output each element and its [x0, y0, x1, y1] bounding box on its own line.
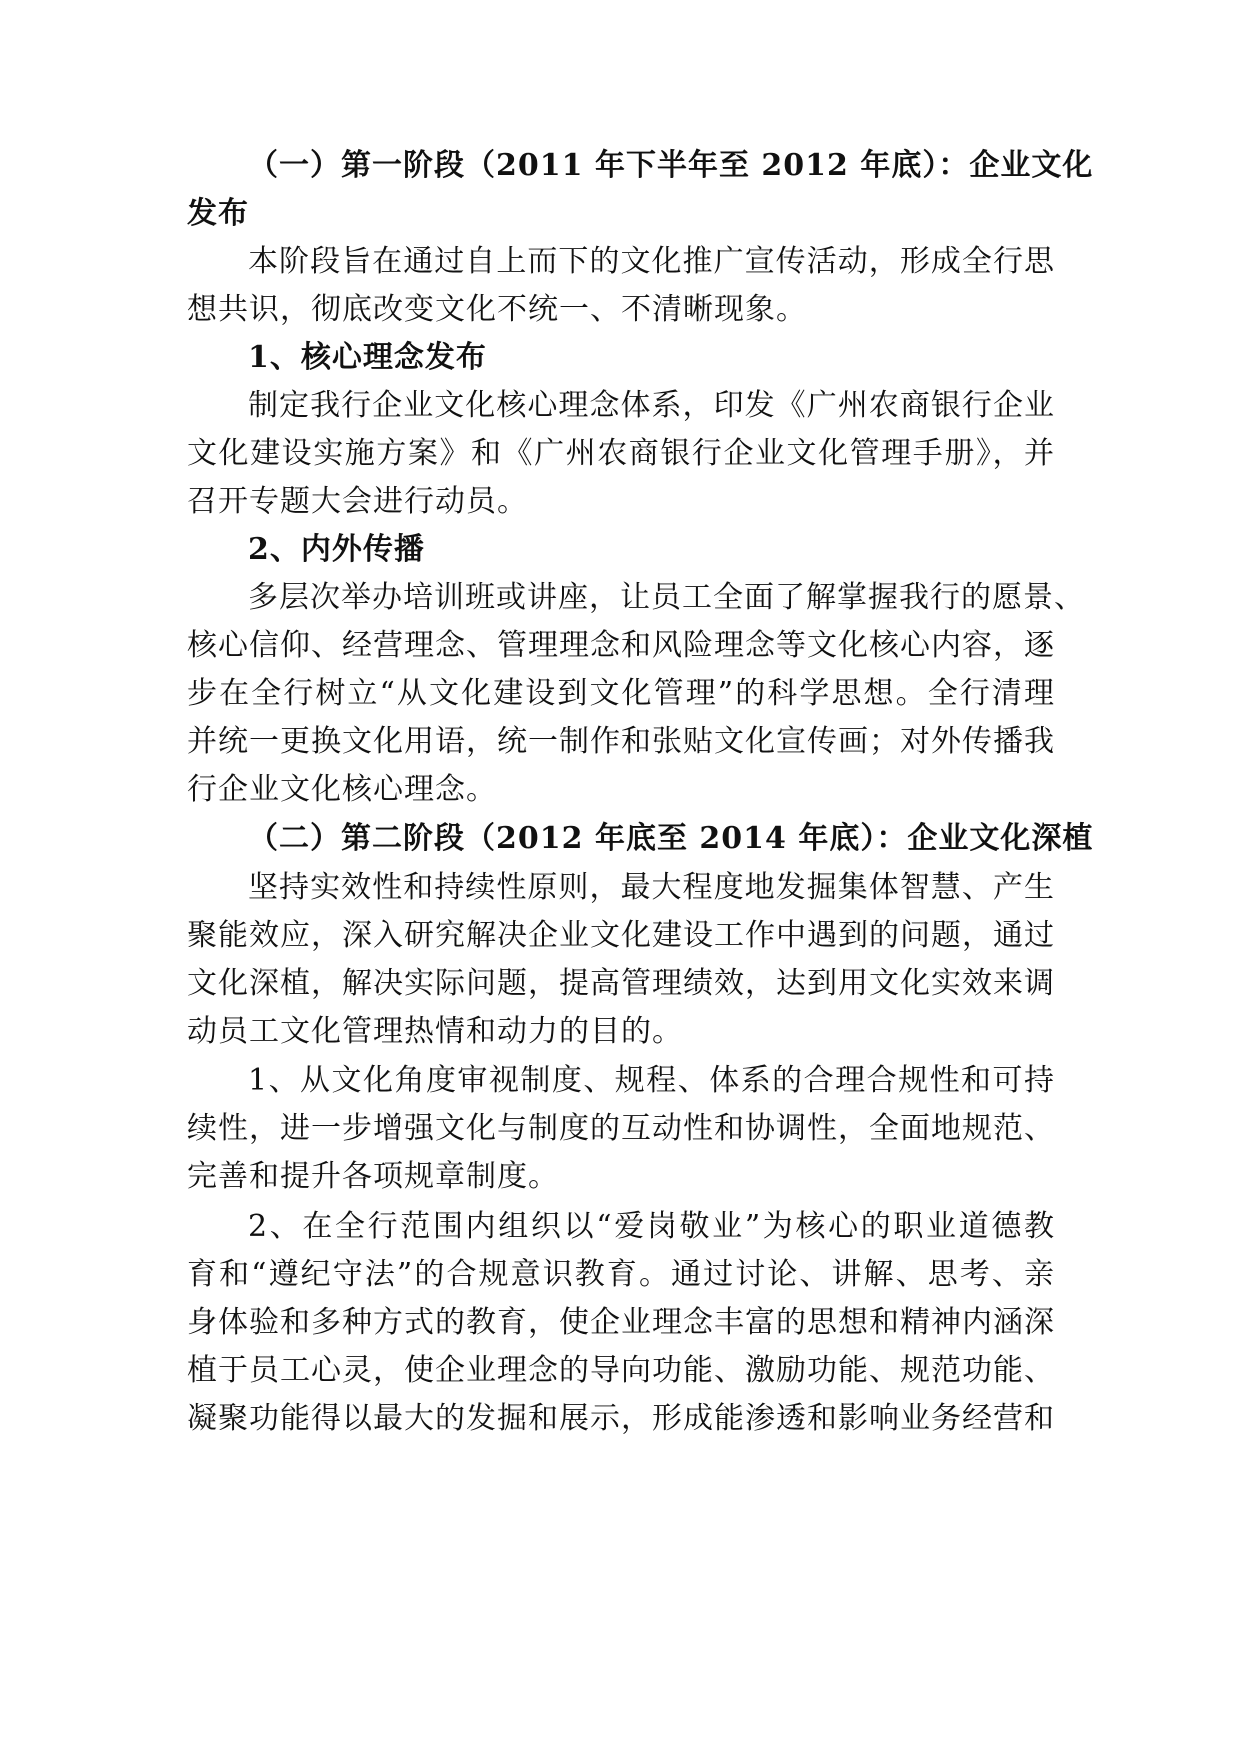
- paragraph-line: 召开专题大会进行动员。: [187, 484, 528, 519]
- item2-title: 2、内外传播: [248, 532, 425, 567]
- paragraph-line: 动员工文化管理热情和动力的目的。: [187, 1014, 683, 1049]
- paragraph-line: 想共识，彻底改变文化不统一、不清晰现象。: [187, 292, 807, 327]
- paragraph-line: 凝聚功能得以最大的发掘和展示，形成能渗透和影响业务经营和: [187, 1401, 1055, 1436]
- paragraph-line: 并统一更换文化用语，统一制作和张贴文化宣传画；对外传播我: [187, 724, 1055, 759]
- paragraph-line: 多层次举办培训班或讲座，让员工全面了解掌握我行的愿景、: [248, 580, 1085, 615]
- paragraph-line: 完善和提升各项规章制度。: [187, 1159, 559, 1194]
- paragraph-line: 本阶段旨在通过自上而下的文化推广宣传活动，形成全行思: [248, 244, 1055, 279]
- paragraph-line: 聚能效应，深入研究解决企业文化建设工作中遇到的问题，通过: [187, 918, 1055, 953]
- paragraph-line: 制定我行企业文化核心理念体系，印发《广州农商银行企业: [248, 388, 1055, 423]
- paragraph-line: 2、在全行范围内组织以“爱岗敬业”为核心的职业道德教: [248, 1209, 1055, 1244]
- paragraph-line: 核心信仰、经营理念、管理理念和风险理念等文化核心内容，逐: [187, 628, 1055, 663]
- paragraph-line: 坚持实效性和持续性原则，最大程度地发掘集体智慧、产生: [248, 870, 1055, 905]
- paragraph-line: 育和“遵纪守法”的合规意识教育。通过讨论、讲解、思考、亲: [187, 1257, 1055, 1292]
- paragraph-line: 文化建设实施方案》和《广州农商银行企业文化管理手册》，并: [187, 436, 1055, 471]
- section1-heading: （一）第一阶段（2011 年下半年至 2012 年底）：企业文化: [248, 148, 1094, 183]
- paragraph-line: 续性，进一步增强文化与制度的互动性和协调性，全面地规范、: [187, 1111, 1055, 1146]
- paragraph-line: 植于员工心灵，使企业理念的导向功能、激励功能、规范功能、: [187, 1353, 1055, 1388]
- paragraph-line: 文化深植，解决实际问题，提高管理绩效，达到用文化实效来调: [187, 966, 1055, 1001]
- paragraph-line: 步在全行树立“从文化建设到文化管理”的科学思想。全行清理: [187, 676, 1055, 711]
- paragraph-line: 1、从文化角度审视制度、规程、体系的合理合规性和可持: [248, 1063, 1055, 1098]
- section2-heading: （二）第二阶段（2012 年底至 2014 年底）：企业文化深植: [248, 821, 1094, 856]
- section1-heading-cont: 发布: [187, 196, 249, 231]
- paragraph-line: 身体验和多种方式的教育，使企业理念丰富的思想和精神内涵深: [187, 1305, 1055, 1340]
- paragraph-line: 行企业文化核心理念。: [187, 772, 497, 807]
- item1-title: 1、核心理念发布: [248, 340, 487, 375]
